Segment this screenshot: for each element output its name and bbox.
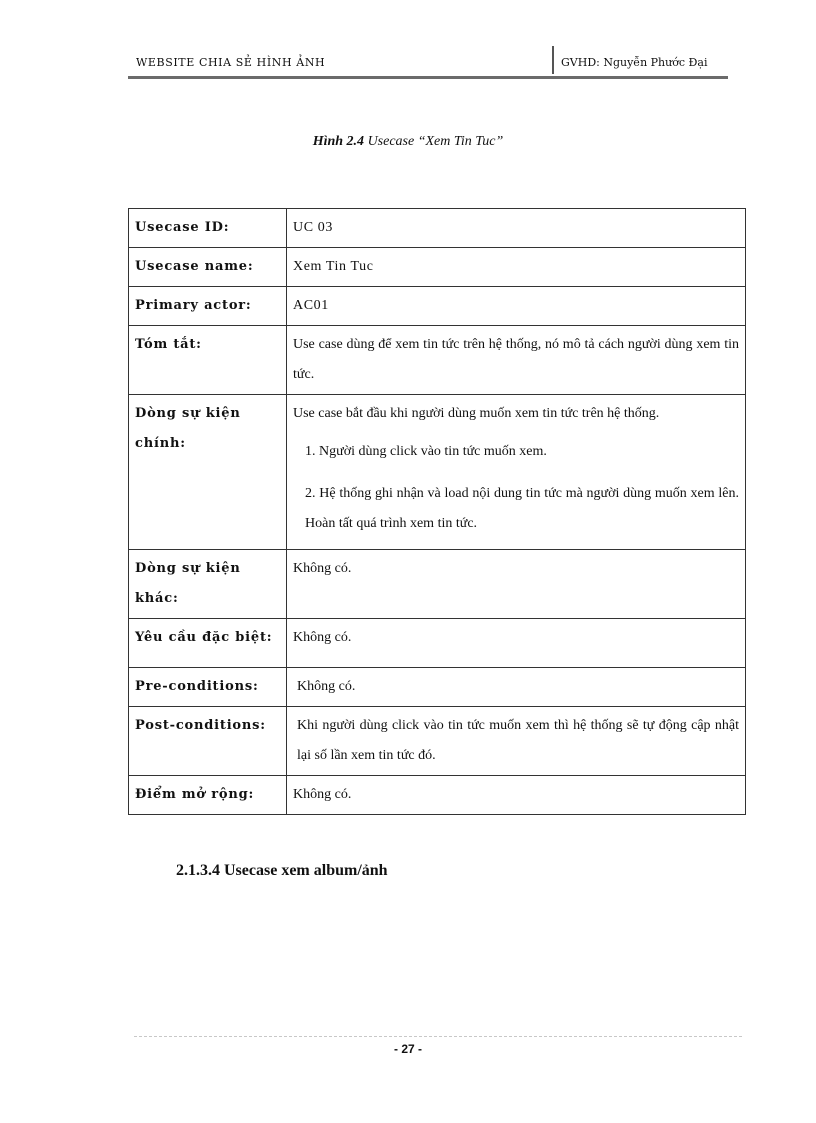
caption-text: Usecase “Xem Tin Tuc” <box>364 134 504 149</box>
usecase-id-label: Usecase ID: <box>129 209 287 248</box>
alt-flow-label: Dòng sự kiện khác: <box>129 550 287 619</box>
primary-actor-label: Primary actor: <box>129 287 287 326</box>
page-header <box>128 46 728 79</box>
footer-divider <box>134 1036 742 1037</box>
post-conditions-label: Post-conditions: <box>129 707 287 776</box>
primary-actor-value: AC01 <box>287 287 746 326</box>
usecase-name-label: Usecase name: <box>129 248 287 287</box>
usecase-table <box>128 208 746 815</box>
table-row <box>129 395 746 550</box>
table-row <box>129 668 746 707</box>
summary-label: Tóm tắt: <box>129 326 287 395</box>
extension-points-label: Điểm mở rộng: <box>129 776 287 815</box>
usecase-id-value: UC 03 <box>287 209 746 248</box>
main-flow-intro: Use case bắt đầu khi người dùng muốn xem tin tức trên hệ thống. <box>293 406 660 421</box>
table-row <box>129 707 746 776</box>
table-row <box>129 776 746 815</box>
special-requirements-label: Yêu cầu đặc biệt: <box>129 619 287 668</box>
caption-figure-number: Hình 2.4 <box>312 134 365 149</box>
table-row <box>129 550 746 619</box>
table-row <box>129 619 746 668</box>
table-row <box>129 326 746 395</box>
main-flow-value <box>287 395 746 550</box>
pre-conditions-value: Không có. <box>287 668 746 707</box>
table-row <box>129 209 746 248</box>
page-number: - 27 - <box>393 1042 422 1056</box>
table-row <box>129 248 746 287</box>
header-title: WEBSITE CHIA SẺ HÌNH ẢNH <box>136 56 326 69</box>
header-divider <box>552 46 554 74</box>
alt-flow-value: Không có. <box>287 550 746 619</box>
pre-conditions-label: Pre-conditions: <box>129 668 287 707</box>
section-heading: 2.1.3.4 Usecase xem album/ảnh <box>176 862 388 879</box>
usecase-name-value: Xem Tin Tuc <box>287 248 746 287</box>
main-flow-step-1: 1. Người dùng click vào tin tức muốn xem. <box>305 444 547 459</box>
special-requirements-value: Không có. <box>287 619 746 668</box>
main-flow-label: Dòng sự kiện chính: <box>129 395 287 550</box>
extension-points-value: Không có. <box>287 776 746 815</box>
main-flow-step-2: 2. Hệ thống ghi nhận và load nội dung tin tức mà người dùng muốn xem lên. Hoàn tất quá trình xem tin tức. <box>305 486 739 531</box>
figure-caption <box>0 134 816 150</box>
post-conditions-value: Khi người dùng click vào tin tức muốn xem thì hệ thống sẽ tự động cập nhật lại số lần xem tin tức đó. <box>287 707 746 776</box>
summary-value: Use case dùng để xem tin tức trên hệ thống, nó mô tả cách người dùng xem tin tức. <box>287 326 746 395</box>
header-advisor: GVHD: Nguyễn Phước Đại <box>561 56 708 69</box>
table-row <box>129 287 746 326</box>
